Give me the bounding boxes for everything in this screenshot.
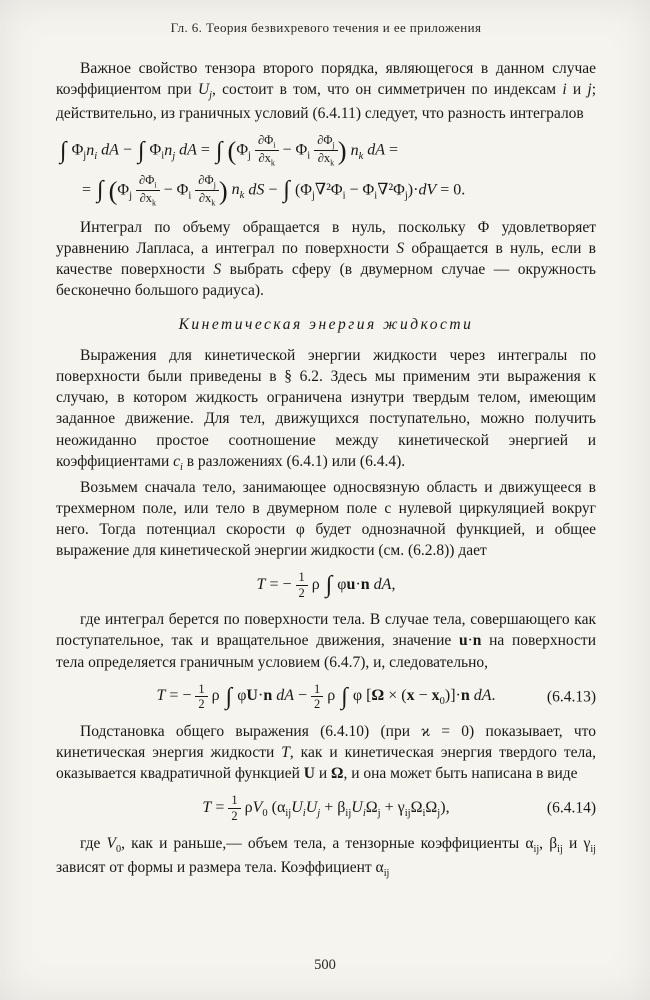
paragraph-tensor-coefficients: где $V_0$, как и раньше,— объем тела, а тензорные коэффициенты $\alpha_{ij}$, $\beta_{ij}$ и $\gamma_{ij}$ зависят от формы и размера тела. Коэффициент $\alpha_{ij}$ xyxy=(56,834,597,879)
equation-number-6-4-14: (6.4.14) xyxy=(546,799,596,817)
formula-6-4-13 xyxy=(56,682,596,712)
running-header: Гл. 6. Теория безвихревого течения и ее приложения xyxy=(170,20,482,35)
equation-number-6-4-13: (6.4.13) xyxy=(546,688,596,706)
formula-integral-difference-line2: = ∫ ($\Phi_j$ $\frac{\partial\Phi_i}{\partial x_k}$ − $\Phi_i$ $\frac{\partial\Phi_j}{\partial x_k}$ ) $n_k$ dS − ∫ $(\Phi_j\nabla^2\Phi_i - \Phi_i\nabla^2\Phi_j)\cdot dV = 0$. xyxy=(82,172,466,208)
paragraph-tensor-symmetry: Важное свойство тензора второго порядка, являющегося в данном случае коэффициентом при $U_j$, состоит в том, что он симметричен по индексам i и j; действительно, из граничных условий (6.4.11) следует, что разность интегралов xyxy=(56,60,597,123)
formula-6-4-13-body: T = − $\frac{1}{2}$ ρ ∫ φU·n dA − $\frac{1}{2}$ ρ ∫ φ $[\Omega \times (x - x_0)]\cdot n$ dA. xyxy=(156,681,496,712)
paragraph-boundary-condition: где интеграл берется по поверхности тела. В случае тела, совершающего как поступательное, так и вращательное движения, значение u·n на поверхности тела определяется граничным условием (6.4.7), и, следовательно, xyxy=(56,611,596,671)
formula-integral-difference-line1: ∫ $\Phi_jn_i$ dA − ∫ $\Phi_in_j$ dA = ∫ ($\Phi_j$ $\frac{\partial\Phi_i}{\partial x_k}$ − $\Phi_i$ $\frac{\partial\Phi_j}{\partial x_k}$ ) $n_k$ dA = xyxy=(60,133,399,168)
paragraph-simply-connected-body: Возьмем сначала тело, занимающее односвязную область и движущееся в трехмерном поле, или тело в двумерном поле с нулевой циркуляцией вокруг него. Тогда потенциал скорости φ будет однозначной функцией, и общее выражение для кинетической энергии жидкости (см. (6.2.8)) дает xyxy=(56,478,596,559)
section-heading-kinetic-energy: Кинетическая энергия жидкости xyxy=(178,316,474,334)
formula-kinetic-energy-surface-integral: T = − $\frac{1}{2}$ ρ ∫ φu·n dA, xyxy=(256,569,396,600)
formula-6-4-14-body: T = $\frac{1}{2}$ $\rho V_0$ $(\alpha_{ij}U_iU_j + \beta_{ij}U_i\Omega_j + \gamma_{ij}\Omega_i\Omega_j)$, xyxy=(202,793,450,823)
page-number: 500 xyxy=(314,957,336,973)
paragraph-laplace-argument: Интеграл по объему обращается в нуль, поскольку Φ удовлетворяет уравнению Лапласа, а интеграл по поверхности S обращается в нуль, если в качестве поверхности S выбрать сферу (в двумерном случае — окружность бесконечно большого радиуса). xyxy=(56,218,596,300)
paragraph-kinetic-energy-intro: Выражения для кинетической энергии жидкости через интегралы по поверхности были приведены в § 6.2. Здесь мы применим эти выражения к случаю, в котором жидкость ограничена изнутри твердым телом, имеющим заданное движение. Для тел, движущихся поступательно, можно получить неожиданно простое соотношение между кинетической энергией и коэффициентами $c_i$ в разложениях (6.4.1) или (6.4.4). xyxy=(56,347,596,473)
paragraph-quadratic-function: Подстановка общего выражения (6.4.10) (при ϰ = 0) показывает, что кинетическая энергия жидкости T, как и кинетическая энергия твердого тела, оказывается квадратичной функцией U и Ω, и она может быть написана в виде xyxy=(56,723,596,783)
formula-6-4-14 xyxy=(56,793,596,823)
